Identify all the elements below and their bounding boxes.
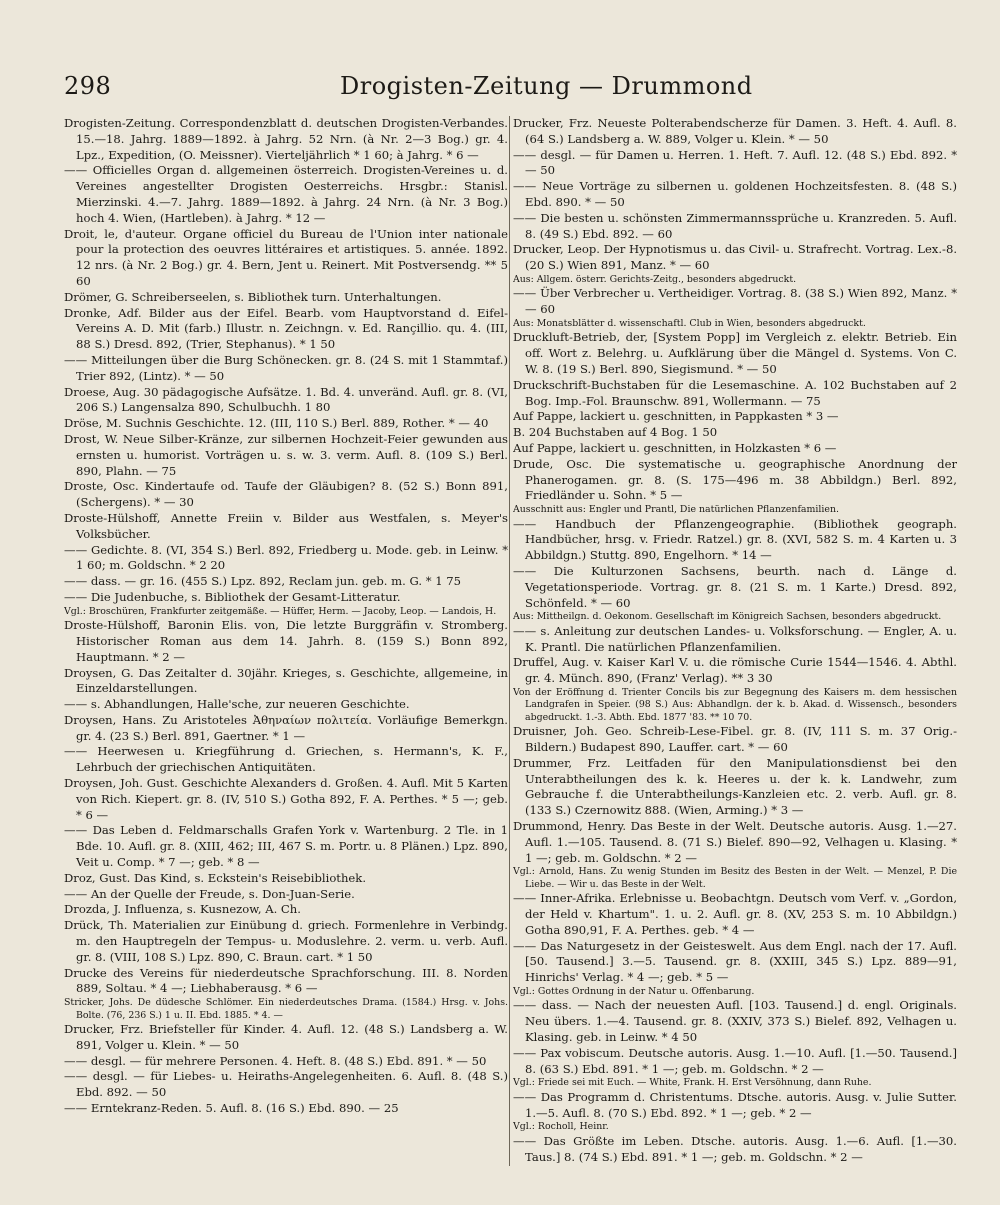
entry-note: Ausschnitt aus: Engler und Prantl, Die natürlichen Pflanzenfamilien. — [513, 504, 839, 516]
entry-note: Vgl.: Arnold, Hans. Zu wenig Stunden im Besitz des Besten in der Welt. — Menzel, P. Die Liebe. — Wir u. das Beste in der Welt. — [513, 866, 957, 890]
bibliography-entry: —— Das Naturgesetz in der Geisteswelt. Aus dem Engl. nach der 17. Aufl. [50. Tausend.] 3.—5. Tausend. gr. 8. (XXIII, 345 S.) Lpz. 889—91, Hinrichs' Verlag. * 4 —; geb. * 5 — — [513, 938, 957, 985]
running-head: Drogisten-Zeitung — Drummond — [340, 72, 753, 100]
bibliography-entry: —— desgl. — für mehrere Personen. 4. Heft. 8. (48 S.) Ebd. 891. * — 50 — [64, 1053, 487, 1068]
bibliography-entry: —— dass. — gr. 16. (455 S.) Lpz. 892, Reclam jun. geb. m. G. * 1 75 — [64, 574, 462, 589]
bibliography-entry: Droysen, Joh. Gust. Geschichte Alexanders d. Großen. 4. Aufl. Mit 5 Karten von Rich. Kiepert. gr. 8. (IV, 510 S.) Gotha 892, F. A. Perthes. * 5 —; geb. * 6 — — [64, 776, 508, 822]
bibliography-entry: Drömer, G. Schreiberseelen, s. Bibliothek turn. Unterhaltungen. — [64, 289, 442, 304]
bibliography-entry: —— s. Anleitung zur deutschen Landes- u. Volksforschung. — Engler, A. u. K. Prantl. Die natürlichen Pflanzenfamilien. — [513, 623, 957, 654]
entry-note: Stricker, Johs. De düdesche Schlömer. Ein niederdeutsches Drama. (1584.) Hrsg. v. Johs. Bolte. (76, 236 S.) 1 u. II. Ebd. 1885. * 4. — — [64, 997, 508, 1021]
bibliography-entry: —— Das Größte im Leben. Dtsche. autoris. Ausg. 1.—6. Aufl. [1.—30. Taus.] 8. (74 S.) Ebd. 891. * 1 —; geb. m. Goldschn. * 2 — — [513, 1133, 957, 1164]
entry-note: Vgl.: Friede sei mit Euch. — White, Frank. H. Erst Versöhnung, dann Ruhe. — [513, 1077, 872, 1089]
bibliography-entry: Droit, le, d'auteur. Organe officiel du Bureau de l'Union inter nationale pour la protection des oeuvres littéraires et artistiques. 5. année. 1892. 12 nrs. (à Nr. 2 Bog.) gr. 4. Bern, Jent u. Reinert. Mit Postversendg. ** 5 60 — [64, 226, 508, 288]
bibliography-entry: —— Heerwesen u. Kriegführung d. Griechen, s. Hermann's, K. F., Lehrbuch der griechischen Antiquitäten. — [64, 744, 508, 775]
bibliography-entry: —— Über Verbrecher u. Vertheidiger. Vortrag. 8. (38 S.) Wien 892, Manz. * — 60 — [513, 286, 957, 317]
bibliography-entry: Dröse, M. Suchnis Geschichte. 12. (III, 110 S.) Berl. 889, Rother. * — 40 — [64, 416, 489, 431]
bibliography-entry: —— An der Quelle der Freude, s. Don-Juan-Serie. — [64, 886, 355, 901]
bibliography-entry: Droz, Gust. Das Kind, s. Eckstein's Reisebibliothek. — [64, 870, 366, 885]
bibliography-entry: —— Pax vobiscum. Deutsche autoris. Ausg. 1.—10. Aufl. [1.—50. Tausend.] 8. (63 S.) Ebd. 891. * 1 —; geb. m. Goldschn. * 2 — — [513, 1045, 957, 1076]
bibliography-entry: Droysen, Hans. Zu Aristoteles Ἀθηναίων πολιτεία. Vorläufige Bemerkgn. gr. 4. (23 S.) Berl. 891, Gaertner. * 1 — — [64, 712, 508, 743]
bibliography-entry: —— Handbuch der Pflanzengeographie. (Bibliothek geograph. Handbücher, hrsg. v. Friedr. Ratzel.) gr. 8. (XVI, 582 S. m. 4 Karten u. 3 Abbildgn.) Stuttg. 890, Engelhorn. * 14 — — [513, 516, 957, 563]
bibliography-entry: —— Mitteilungen über die Burg Schönecken. gr. 8. (24 S. mit 1 Stammtaf.) Trier 892, (Lintz). * — 50 — [64, 352, 508, 383]
entry-note: Aus: Mittheilgn. d. Oekonom. Gesellschaft im Königreich Sachsen, besonders abgedruckt. — [513, 611, 942, 623]
bibliography-entry: —— Die Judenbuche, s. Bibliothek der Gesamt-Litteratur. — [64, 589, 401, 604]
bibliography-entry: —— s. Abhandlungen, Halle'sche, zur neueren Geschichte. — [64, 697, 410, 712]
bibliography-entry: —— Das Programm d. Christentums. Dtsche. autoris. Ausg. v. Julie Sutter. 1.—5. Aufl. 8. (70 S.) Ebd. 892. * 1 —; geb. * 2 — — [513, 1089, 957, 1120]
bibliography-entry: Droste, Osc. Kindertaufe od. Taufe der Gläubigen? 8. (52 S.) Bonn 891, (Schergens). * — 30 — [64, 479, 508, 510]
bibliography-entry: —— desgl. — für Damen u. Herren. 1. Heft. 7. Aufl. 12. (48 S.) Ebd. 892. * — 50 — [513, 147, 957, 178]
bibliography-entry: Druffel, Aug. v. Kaiser Karl V. u. die römische Curie 1544—1546. 4. Abthl. gr. 4. Münch. 890, (Franz' Verlag). ** 3 30 — [513, 655, 957, 686]
left-column — [64, 116, 508, 1166]
bibliography-entry: Drogisten-Zeitung. Correspondenzblatt d. deutschen Drogisten-Verbandes. 15.—18. Jahrg. 1889—1892. à Jahrg. 52 Nrn. (à Nr. 2—3 Bog.) gr. 4. Lpz., Expedition, (O. Meissner). Vierteljährlich * 1 60; à Jahrg. * 6 — — [64, 116, 508, 162]
entry-note: Vgl.: Rocholl, Heinr. — [513, 1121, 609, 1133]
bibliography-entry: Drucke des Vereins für niederdeutsche Sprachforschung. III. 8. Norden 889, Soltau. * 4 —; Liebhaberausg. * 6 — — [64, 965, 508, 996]
bibliography-entry: Dronke, Adf. Bilder aus der Eifel. Bearb. vom Hauptvorstand d. Eifel-Vereins A. D. Mit (farb.) Illustr. n. Zeichngn. v. Ed. Rançillio. qu. 4. (III, 88 S.) Dresd. 892, (Trier, Stephanus). * 1 50 — [64, 305, 508, 352]
bibliography-entry: Auf Pappe, lackiert u. geschnitten, in Holzkasten * 6 — — [513, 440, 837, 455]
bibliography-entry: Druckschrift-Buchstaben für die Lesemaschine. A. 102 Buchstaben auf 2 Bog. Imp.-Fol. Braunschw. 891, Wollermann. — 75 — [513, 377, 957, 408]
column-divider — [509, 116, 510, 1166]
entry-note: Vgl.: Broschüren, Frankfurter zeitgemäße. — Hüffer, Herm. — Jacoby, Leop. — Landois, H. — [64, 605, 497, 617]
bibliography-entry: —— Erntekranz-Reden. 5. Aufl. 8. (16 S.) Ebd. 890. — 25 — [64, 1101, 399, 1116]
bibliography-entry: Drück, Th. Materialien zur Einübung d. griech. Formenlehre in Verbindg. m. den Hauptregeln der Tempus- u. Moduslehre. 2. verm. u. verb. Aufl. gr. 8. (VIII, 108 S.) Lpz. 890, C. Braun. cart. * 1 50 — [64, 918, 508, 964]
bibliography-entry: Droste-Hülshoff, Annette Freiin v. Bilder aus Westfalen, s. Meyer's Volksbücher. — [64, 510, 508, 541]
bibliography-entry: Drude, Osc. Die systematische u. geographische Anordnung der Phanerogamen. gr. 8. (S. 175—496 m. 38 Abbildgn.) Berl. 892, Friedländer u. Sohn. * 5 — — [513, 456, 957, 503]
bibliography-entry: —— dass. — Nach der neuesten Aufl. [103. Tausend.] d. engl. Originals. Neu übers. 1.—4. Tausend. gr. 8. (XXIV, 373 S.) Bielef. 892, Velhagen u. Klasing. geb. in Leinw. * 4 50 — [513, 998, 957, 1044]
entry-note: Aus: Allgem. österr. Gerichts-Zeitg., besonders abgedruckt. — [513, 273, 797, 285]
bibliography-entry: Auf Pappe, lackiert u. geschnitten, in Pappkasten * 3 — — [513, 409, 839, 424]
bibliography-entry: —— Neue Vorträge zu silbernen u. goldenen Hochzeitsfesten. 8. (48 S.) Ebd. 890. * — 50 — [513, 179, 957, 209]
bibliography-entry: —— Die besten u. schönsten Zimmermannssprüche u. Kranzreden. 5. Aufl. 8. (49 S.) Ebd. 892. — 60 — [513, 210, 957, 241]
bibliography-entry: —— Inner-Afrika. Erlebnisse u. Beobachtgn. Deutsch vom Verf. v. „Gordon, der Held v. Khartum". 1. u. 2. Aufl. gr. 8. (XV, 253 S. m. 10 Abbildgn.) Gotha 890,91, F. A. Perthes. geb. * 4 — — [513, 891, 957, 937]
right-column — [513, 116, 957, 1166]
bibliography-entry: Droese, Aug. 30 pädagogische Aufsätze. 1. Bd. 4. unveränd. Aufl. gr. 8. (VI, 206 S.) Langensalza 890, Schulbuchh. 1 80 — [64, 384, 508, 415]
bibliography-entry: —— Die Kulturzonen Sachsens, beurth. nach d. Länge d. Vegetationsperiode. Vortrag. gr. 8. (21 S. m. 1 Karte.) Dresd. 892, Schönfeld. * — 60 — [513, 563, 957, 610]
entry-note: Von der Eröffnung d. Trienter Concils bis zur Begegnung des Kaisers m. dem hessischen Landgrafen in Speier. (98 S.) Aus: Abhandlgn. der k. b. Akad. d. Wissensch., besonders abgedruckt. 1.-3. Abth. Ebd. 1877 '83. ** 10 70. — [513, 686, 957, 723]
bibliography-entry: B. 204 Buchstaben auf 4 Bog. 1 50 — [513, 425, 718, 440]
bibliography-entry: Droste-Hülshoff, Baronin Elis. von, Die letzte Burggräfin v. Stromberg. Historischer Roman aus dem 14. Jahrh. 8. (159 S.) Bonn 892, Hauptmann. * 2 — — [64, 618, 508, 664]
bibliography-entry: —— Gedichte. 8. (VI, 354 S.) Berl. 892, Friedberg u. Mode. geb. in Leinw. * 1 60; m. Goldschn. * 2 20 — [64, 542, 508, 573]
bibliography-entry: Druckluft-Betrieb, der, [System Popp] im Vergleich z. elektr. Betrieb. Ein off. Wort z. Belehrg. u. Aufklärung über die Mängel d. Systems. Von C. W. 8. (19 S.) Berl. 890, Siegismund. * — 50 — [513, 330, 957, 376]
entry-note: Vgl.: Gottes Ordnung in der Natur u. Offenbarung. — [513, 985, 755, 997]
bibliography-entry: Drost, W. Neue Silber-Kränze, zur silbernen Hochzeit-Feier gewunden aus ernsten u. humorist. Vorträgen u. s. w. 3. verm. Aufl. 8. (109 S.) Berl. 890, Plahn. — 75 — [64, 431, 508, 478]
bibliography-entry: Drucker, Leop. Der Hypnotismus u. das Civil- u. Strafrecht. Vortrag. Lex.-8. (20 S.) Wien 891, Manz. * — 60 — [513, 242, 957, 273]
bibliography-entry: Druisner, Joh. Geo. Schreib-Lese-Fibel. gr. 8. (IV, 111 S. m. 37 Orig.-Bildern.) Budapest 890, Lauffer. cart. * — 60 — [513, 724, 957, 754]
bibliography-entry: Droysen, G. Das Zeitalter d. 30jähr. Krieges, s. Geschichte, allgemeine, in Einzeldarstellungen. — [64, 665, 508, 696]
bibliography-entry: Drucker, Frz. Briefsteller für Kinder. 4. Aufl. 12. (48 S.) Landsberg a. W. 891, Volger u. Klein. * — 50 — [64, 1022, 508, 1052]
bibliography-entry: Drummer, Frz. Leitfaden für den Manipulationsdienst bei den Unterabtheilungen des k. k. Heeres u. der k. k. Landwehr, zum Gebrauche f. die Unterabtheilungs-Kanzleien etc. 2. verb. Aufl. gr. 8. (133 S.) Czernowitz 888. (Wien, Arming.) * 3 — — [513, 755, 957, 818]
bibliography-entry: —— Das Leben d. Feldmarschalls Grafen York v. Wartenburg. 2 Tle. in 1 Bde. 10. Aufl. gr. 8. (XIII, 462; III, 467 S. m. Portr. u. 8 Plänen.) Lpz. 890, Veit u. Comp. * 7 —; geb. * 8 — — [64, 823, 508, 870]
bibliography-entry: Drozda, J. Influenza, s. Kusnezow, A. Ch. — [64, 902, 301, 917]
bibliography-entry: Drummond, Henry. Das Beste in der Welt. Deutsche autoris. Ausg. 1.—27. Aufl. 1.—105. Tausend. 8. (71 S.) Bielef. 890—92, Velhagen u. Klasing. * 1 —; geb. m. Goldschn. * 2 — — [513, 818, 957, 865]
page-number: 298 — [64, 72, 112, 100]
bibliography-entry: Drucker, Frz. Neueste Polterabendscherze für Damen. 3. Heft. 4. Aufl. 8. (64 S.) Landsberg a. W. 889, Volger u. Klein. * — 50 — [513, 116, 957, 146]
entry-note: Aus: Monatsblätter d. wissenschaftl. Club in Wien, besonders abgedruckt. — [513, 317, 866, 329]
bibliography-entry: —— Officielles Organ d. allgemeinen österreich. Drogisten-Vereines u. d. Vereines angestellter Drogisten Oesterreichs. Hrsgbr.: Stanisl. Mierzinski. 4.—7. Jahrg. 1889—1892. à Jahrg. 24 Nrn. (à Nr. 3 Bog.) hoch 4. Wien, (Hartleben). à Jahrg. * 12 — — [64, 163, 508, 225]
bibliography-entry: —— desgl. — für Liebes- u. Heiraths-Angelegenheiten. 6. Aufl. 8. (48 S.) Ebd. 892. — 50 — [64, 1069, 508, 1100]
